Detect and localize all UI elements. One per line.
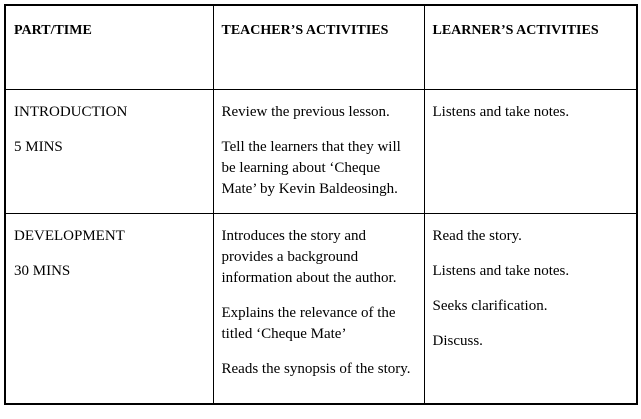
cell-development-part-time	[5, 213, 213, 404]
teacher-activity: Tell the learners that they will be learning about ‘Cheque Mate’ by Kevin Baldeosingh.	[221, 138, 401, 197]
header-row	[5, 5, 637, 89]
learner-activity: Listens and take notes.	[432, 262, 570, 279]
learner-activity: Discuss.	[432, 332, 483, 349]
teacher-activity: Introduces the story and provides a background information about the author.	[221, 227, 397, 286]
time-label: 30 MINS	[14, 262, 71, 279]
cell-introduction-teacher-activities	[213, 89, 424, 213]
teacher-activity: Reads the synopsis of the story.	[221, 360, 411, 377]
learner-activity: Seeks clarification.	[432, 297, 548, 314]
time-label: 5 MINS	[14, 138, 63, 155]
teacher-activity: Explains the relevance of the titled ‘Cheque Mate’	[221, 304, 396, 342]
cell-development-teacher-activities	[213, 213, 424, 404]
header-teacher-activities: TEACHER’S ACTIVITIES	[213, 5, 424, 89]
part-label: INTRODUCTION	[14, 103, 128, 120]
cell-introduction-learner-activities	[424, 89, 637, 213]
cell-development-learner-activities	[424, 213, 637, 404]
learner-activity: Read the story.	[432, 227, 522, 244]
cell-introduction-part-time	[5, 89, 213, 213]
lesson-plan-table	[4, 4, 638, 405]
row-development	[5, 213, 637, 404]
header-learner-activities: LEARNER’S ACTIVITIES	[424, 5, 637, 89]
header-part-time: PART/TIME	[5, 5, 213, 89]
row-introduction	[5, 89, 637, 213]
teacher-activity: Review the previous lesson.	[221, 103, 390, 120]
learner-activity: Listens and take notes.	[432, 103, 570, 120]
part-label: DEVELOPMENT	[14, 227, 125, 244]
